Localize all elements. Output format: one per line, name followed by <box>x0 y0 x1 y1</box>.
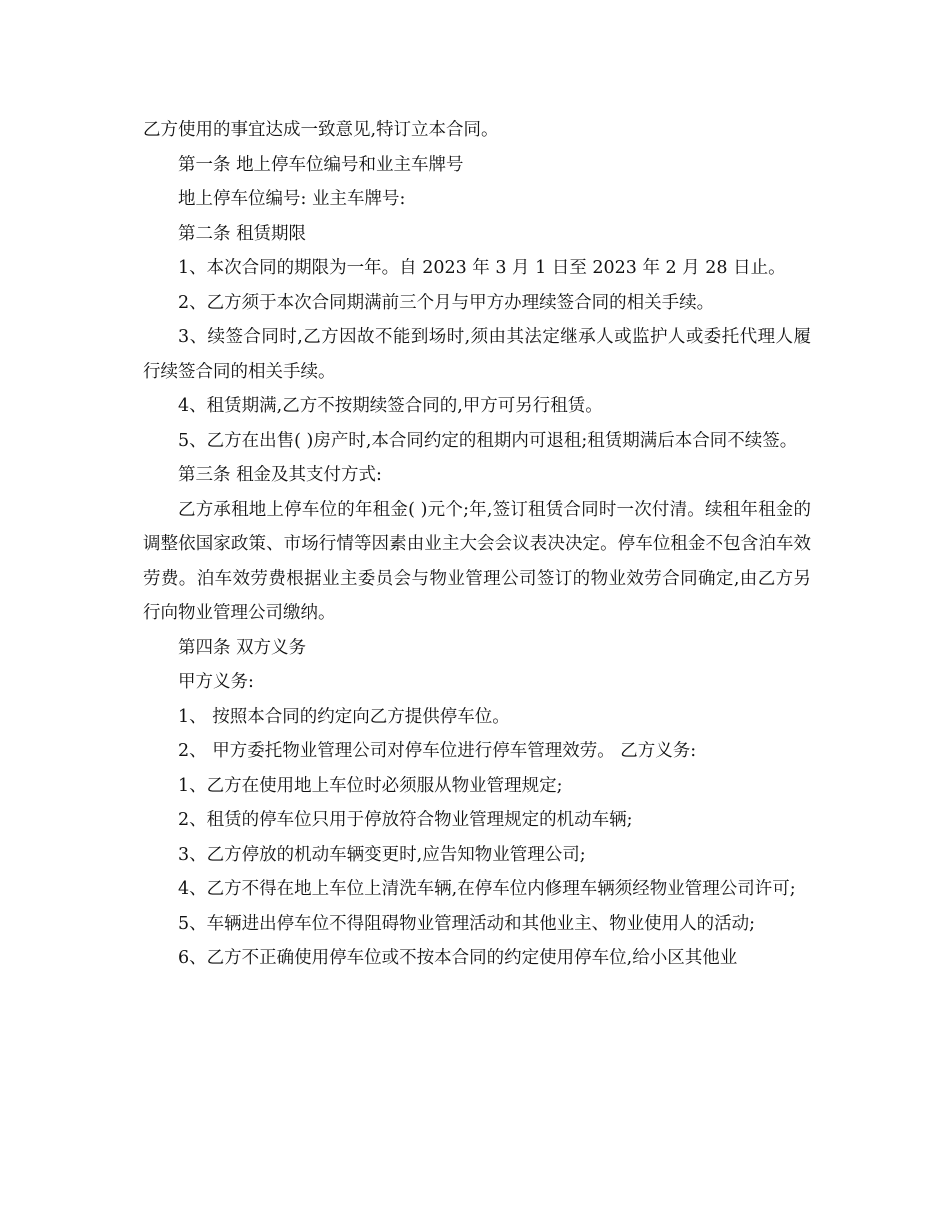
party-b-item-6: 6、乙方不正确使用停车位或不按本合同的约定使用停车位,给小区其他业 <box>178 948 738 968</box>
party-b-item-4: 4、乙方不得在地上车位上清洗车辆,在停车位内修理车辆须经物业管理公司许可; <box>178 879 796 899</box>
party-a-obligations-heading: 甲方义务: <box>178 672 254 692</box>
article-1-heading: 第一条 地上停车位编号和业主车牌号 <box>178 154 464 175</box>
article-3-body: 乙方承租地上停车位的年租金( )元个;年,签订租赁合同时一次付清。续租年租金的调整依国家政策、市场行情等因素由业主大会会议表决决定。停车位租金不包含泊车效劳费。泊车效劳费根据业主委员会与物业管理公司签订的物业效劳合同确定,由乙方另行向物业管理公司缴纳。 <box>143 499 811 623</box>
article-2-item-2: 2、乙方须于本次合同期满前三个月与甲方办理续签合同的相关手续。 <box>178 292 715 313</box>
party-a-item-1: 1、 按照本合同的约定向乙方提供停车位。 <box>178 706 510 727</box>
party-a-item-2: 2、 甲方委托物业管理公司对停车位进行停车管理效劳。 乙方义务: <box>178 741 697 761</box>
party-b-item-1: 1、乙方在使用地上车位时必须服从物业管理规定; <box>178 775 563 796</box>
article-2-item-5: 5、乙方在出售( )房产时,本合同约定的租期内可退租;租赁期满后本合同不续签。 <box>178 430 798 451</box>
article-2-heading: 第二条 租赁期限 <box>178 223 307 244</box>
party-b-item-2: 2、租赁的停车位只用于停放符合物业管理规定的机动车辆; <box>178 810 633 830</box>
party-b-item-3: 3、乙方停放的机动车辆变更时,应告知物业管理公司; <box>178 844 586 865</box>
parking-number-line: 地上停车位编号: 业主车牌号: <box>178 189 406 209</box>
article-2-item-1: 1、本次合同的期限为一年。自 2023 年 3 月 1 日至 2023 年 2 月 28 日止。 <box>178 258 786 278</box>
paragraph-intro-continuation: 乙方使用的事宜达成一致意见,特订立本合同。 <box>143 120 499 140</box>
article-2-item-3: 3、续签合同时,乙方因故不能到场时,须由其法定继承人或监护人或委托代理人履行续签合同的相关手续。 <box>143 327 811 382</box>
article-2-item-4: 4、租赁期满,乙方不按期续签合同的,甲方可另行租赁。 <box>178 396 603 416</box>
article-4-heading: 第四条 双方义务 <box>178 637 307 658</box>
party-b-item-5: 5、车辆进出停车位不得阻碍物业管理活动和其他业主、物业使用人的活动; <box>178 913 756 934</box>
document-body <box>143 113 811 976</box>
article-3-heading: 第三条 租金及其支付方式: <box>178 465 382 485</box>
